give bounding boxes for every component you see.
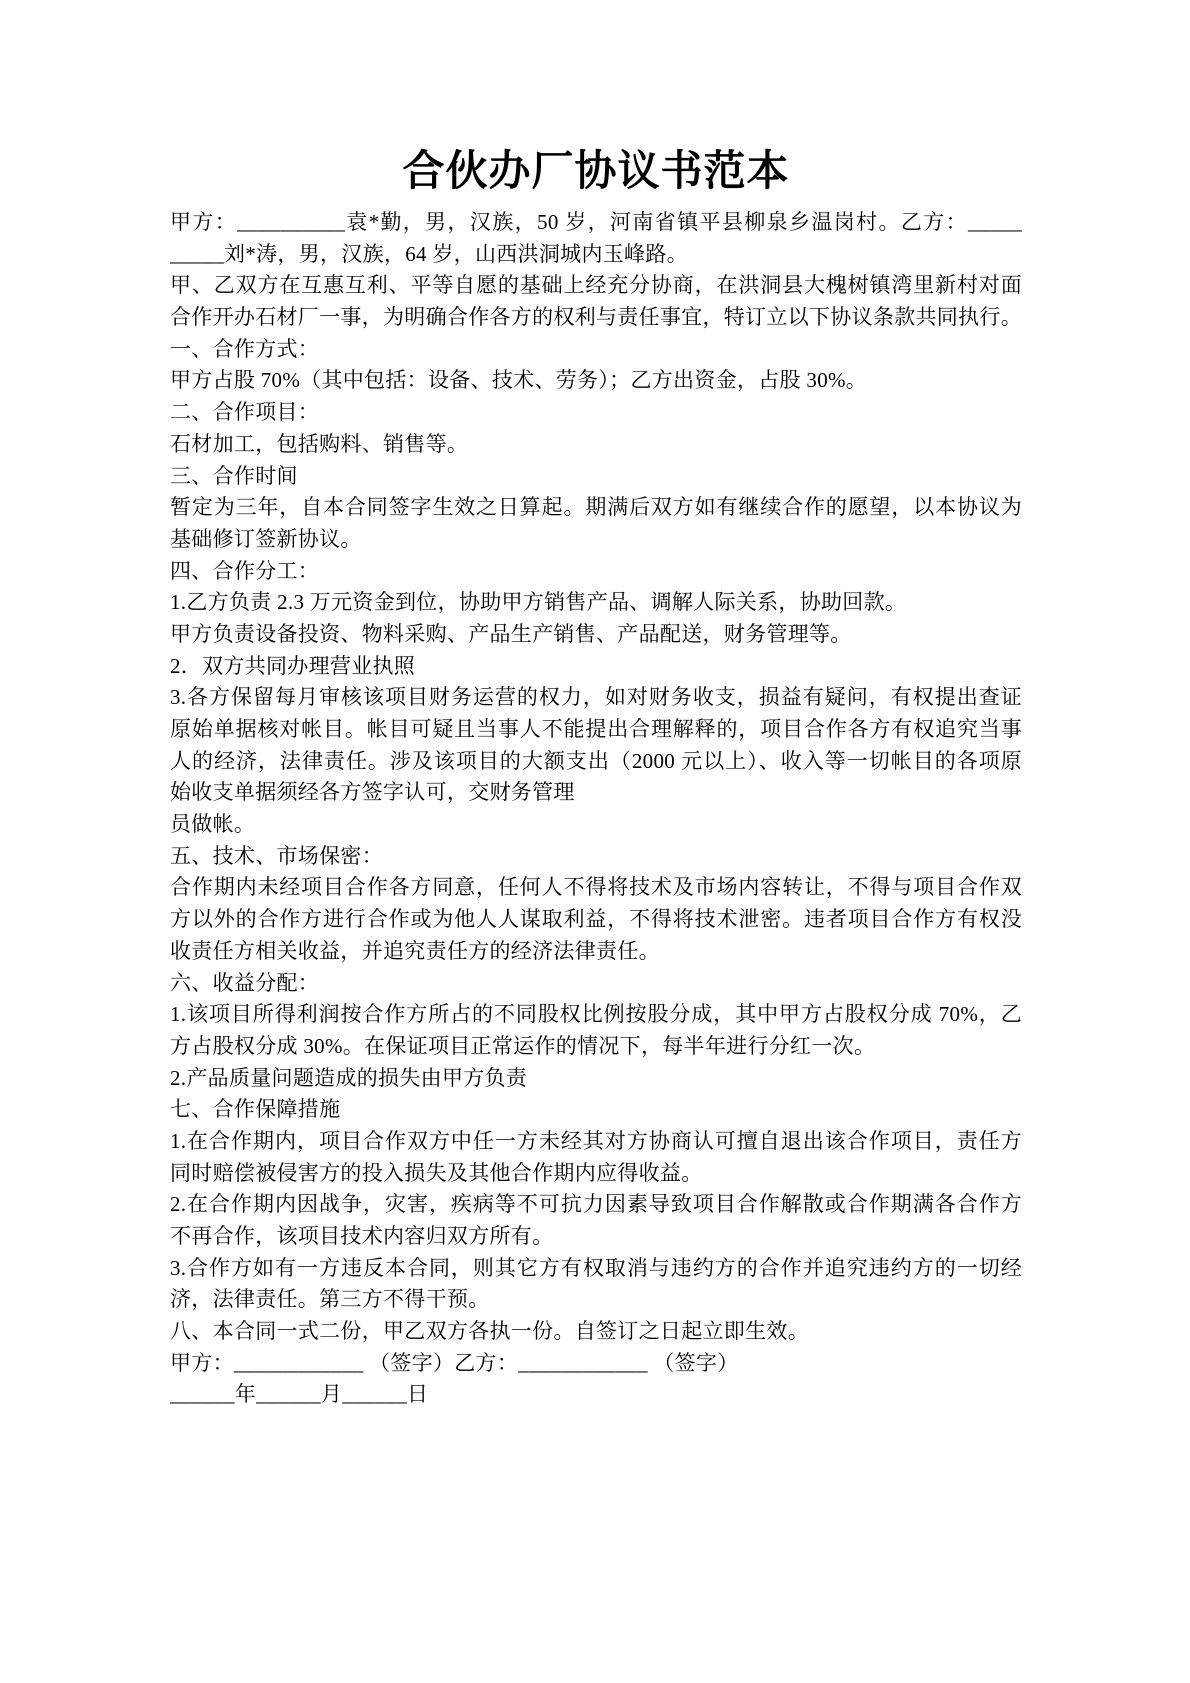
text-line-5: 一、合作方式： — [170, 336, 320, 361]
text-line-20: 员做帐。 — [170, 812, 256, 837]
text-line-28: 2.产品质量问题造成的损失由甲方负责 — [170, 1065, 528, 1090]
text-line-10: 暂定为三年，自本合同签字生效之日算起。期满后双方如有继续合作的愿望，以本协议为 — [170, 495, 1022, 520]
text-line-14: 甲方负责设备投资、物料采购、产品生产销售、产品配送，财务管理等。 — [170, 621, 852, 646]
text-line-13: 1.乙方负责 2.3 万元资金到位，协助甲方销售产品、调解人际关系，协助回款。 — [170, 590, 907, 615]
text-line-22: 合作期内未经项目合作各方同意，任何人不得将技术及市场内容转让，不得与项目合作双 — [170, 875, 1022, 900]
text-line-6: 甲方占股 70%（其中包括：设备、技术、劳务）；乙方出资金，占股 30%。 — [170, 368, 868, 393]
text-line-21: 五、技术、市场保密： — [170, 843, 383, 868]
text-line-38: ______年______月______日 — [170, 1382, 429, 1407]
text-line-33: 不再合作，该项目技术内容归双方所有。 — [170, 1224, 554, 1248]
text-line-35: 济，法律责任。第三方不得干预。 — [170, 1287, 490, 1312]
text-line-16: 3.各方保留每月审核该项目财务运营的权力，如对财务收支，损益有疑问，有权提出查证 — [170, 685, 1022, 710]
text-line-11: 基础修订签新协议。 — [170, 526, 362, 551]
text-line-8: 石材加工，包括购料、销售等。 — [170, 431, 469, 456]
text-line-26: 1.该项目所得利润按合作方所占的不同股权比例按股分成，其中甲方占股权分成 70%，乙 — [170, 1002, 1022, 1027]
text-line-1: 甲方：__________袁*勤，男，汉族，50 岁，河南省镇平县柳泉乡温岗村。乙方：_____ — [170, 210, 1022, 234]
document-title: 合伙办厂协议书范本 — [402, 149, 790, 195]
text-line-36: 八、本合同一式二份，甲乙双方各执一份。自签订之日起立即生效。 — [170, 1319, 809, 1344]
text-line-29: 七、合作保障措施 — [170, 1097, 341, 1122]
text-line-37: 甲方：____________ （签字）乙方：____________ （签字） — [170, 1350, 739, 1375]
text-line-17: 原始单据核对帐目。帐目可疑且当事人不能提出合理解释的，项目合作各方有权追究当事 — [170, 717, 1022, 741]
text-line-25: 六、收益分配： — [170, 970, 320, 995]
text-line-34: 3.合作方如有一方违反本合同，则其它方有权取消与违约方的合作并追究违约方的一切经 — [170, 1255, 1022, 1280]
text-line-18: 人的经济，法律责任。涉及该项目的大额支出（2000 元以上）、收入等一切帐目的各项原 — [170, 748, 1022, 773]
text-line-27: 方占股权分成 30%。在保证项目正常运作的情况下，每半年进行分红一次。 — [170, 1033, 876, 1058]
text-line-3: 甲、乙双方在互惠互利、平等自愿的基础上经充分协商，在洪洞县大槐树镇湾里新村对面 — [170, 273, 1022, 298]
text-line-2: _____刘*涛，男，汉族，64 岁，山西洪洞城内玉峰路。 — [170, 241, 688, 266]
text-line-9: 三、合作时间 — [170, 463, 298, 488]
text-line-4: 合作开办石材厂一事，为明确合作各方的权利与责任事宜，特订立以下协议条款共同执行。 — [170, 305, 1022, 330]
text-line-24: 收责任方相关收益，并追究责任方的经济法律责任。 — [170, 938, 660, 963]
text-line-12: 四、合作分工： — [170, 558, 320, 583]
text-line-31: 同时赔偿被侵害方的投入损失及其他合作期内应得收益。 — [170, 1160, 703, 1185]
text-line-7: 二、合作项目： — [170, 400, 320, 425]
document-body — [170, 207, 1022, 1411]
text-line-32: 2.在合作期内因战争，灾害，疾病等不可抗力因素导致项目合作解散或合作期满各合作方 — [170, 1192, 1022, 1217]
text-line-30: 1.在合作期内，项目合作双方中任一方未经其对方协商认可擅自退出该合作项目，责任方 — [170, 1128, 1022, 1153]
text-line-15: 2．双方共同办理营业执照 — [170, 653, 416, 678]
text-line-19: 始收支单据须经各方签字认可，交财务管理 — [170, 780, 575, 805]
text-line-23: 方以外的合作方进行合作或为他人人谋取利益，不得将技术泄密。违者项目合作方有权没 — [170, 907, 1022, 932]
